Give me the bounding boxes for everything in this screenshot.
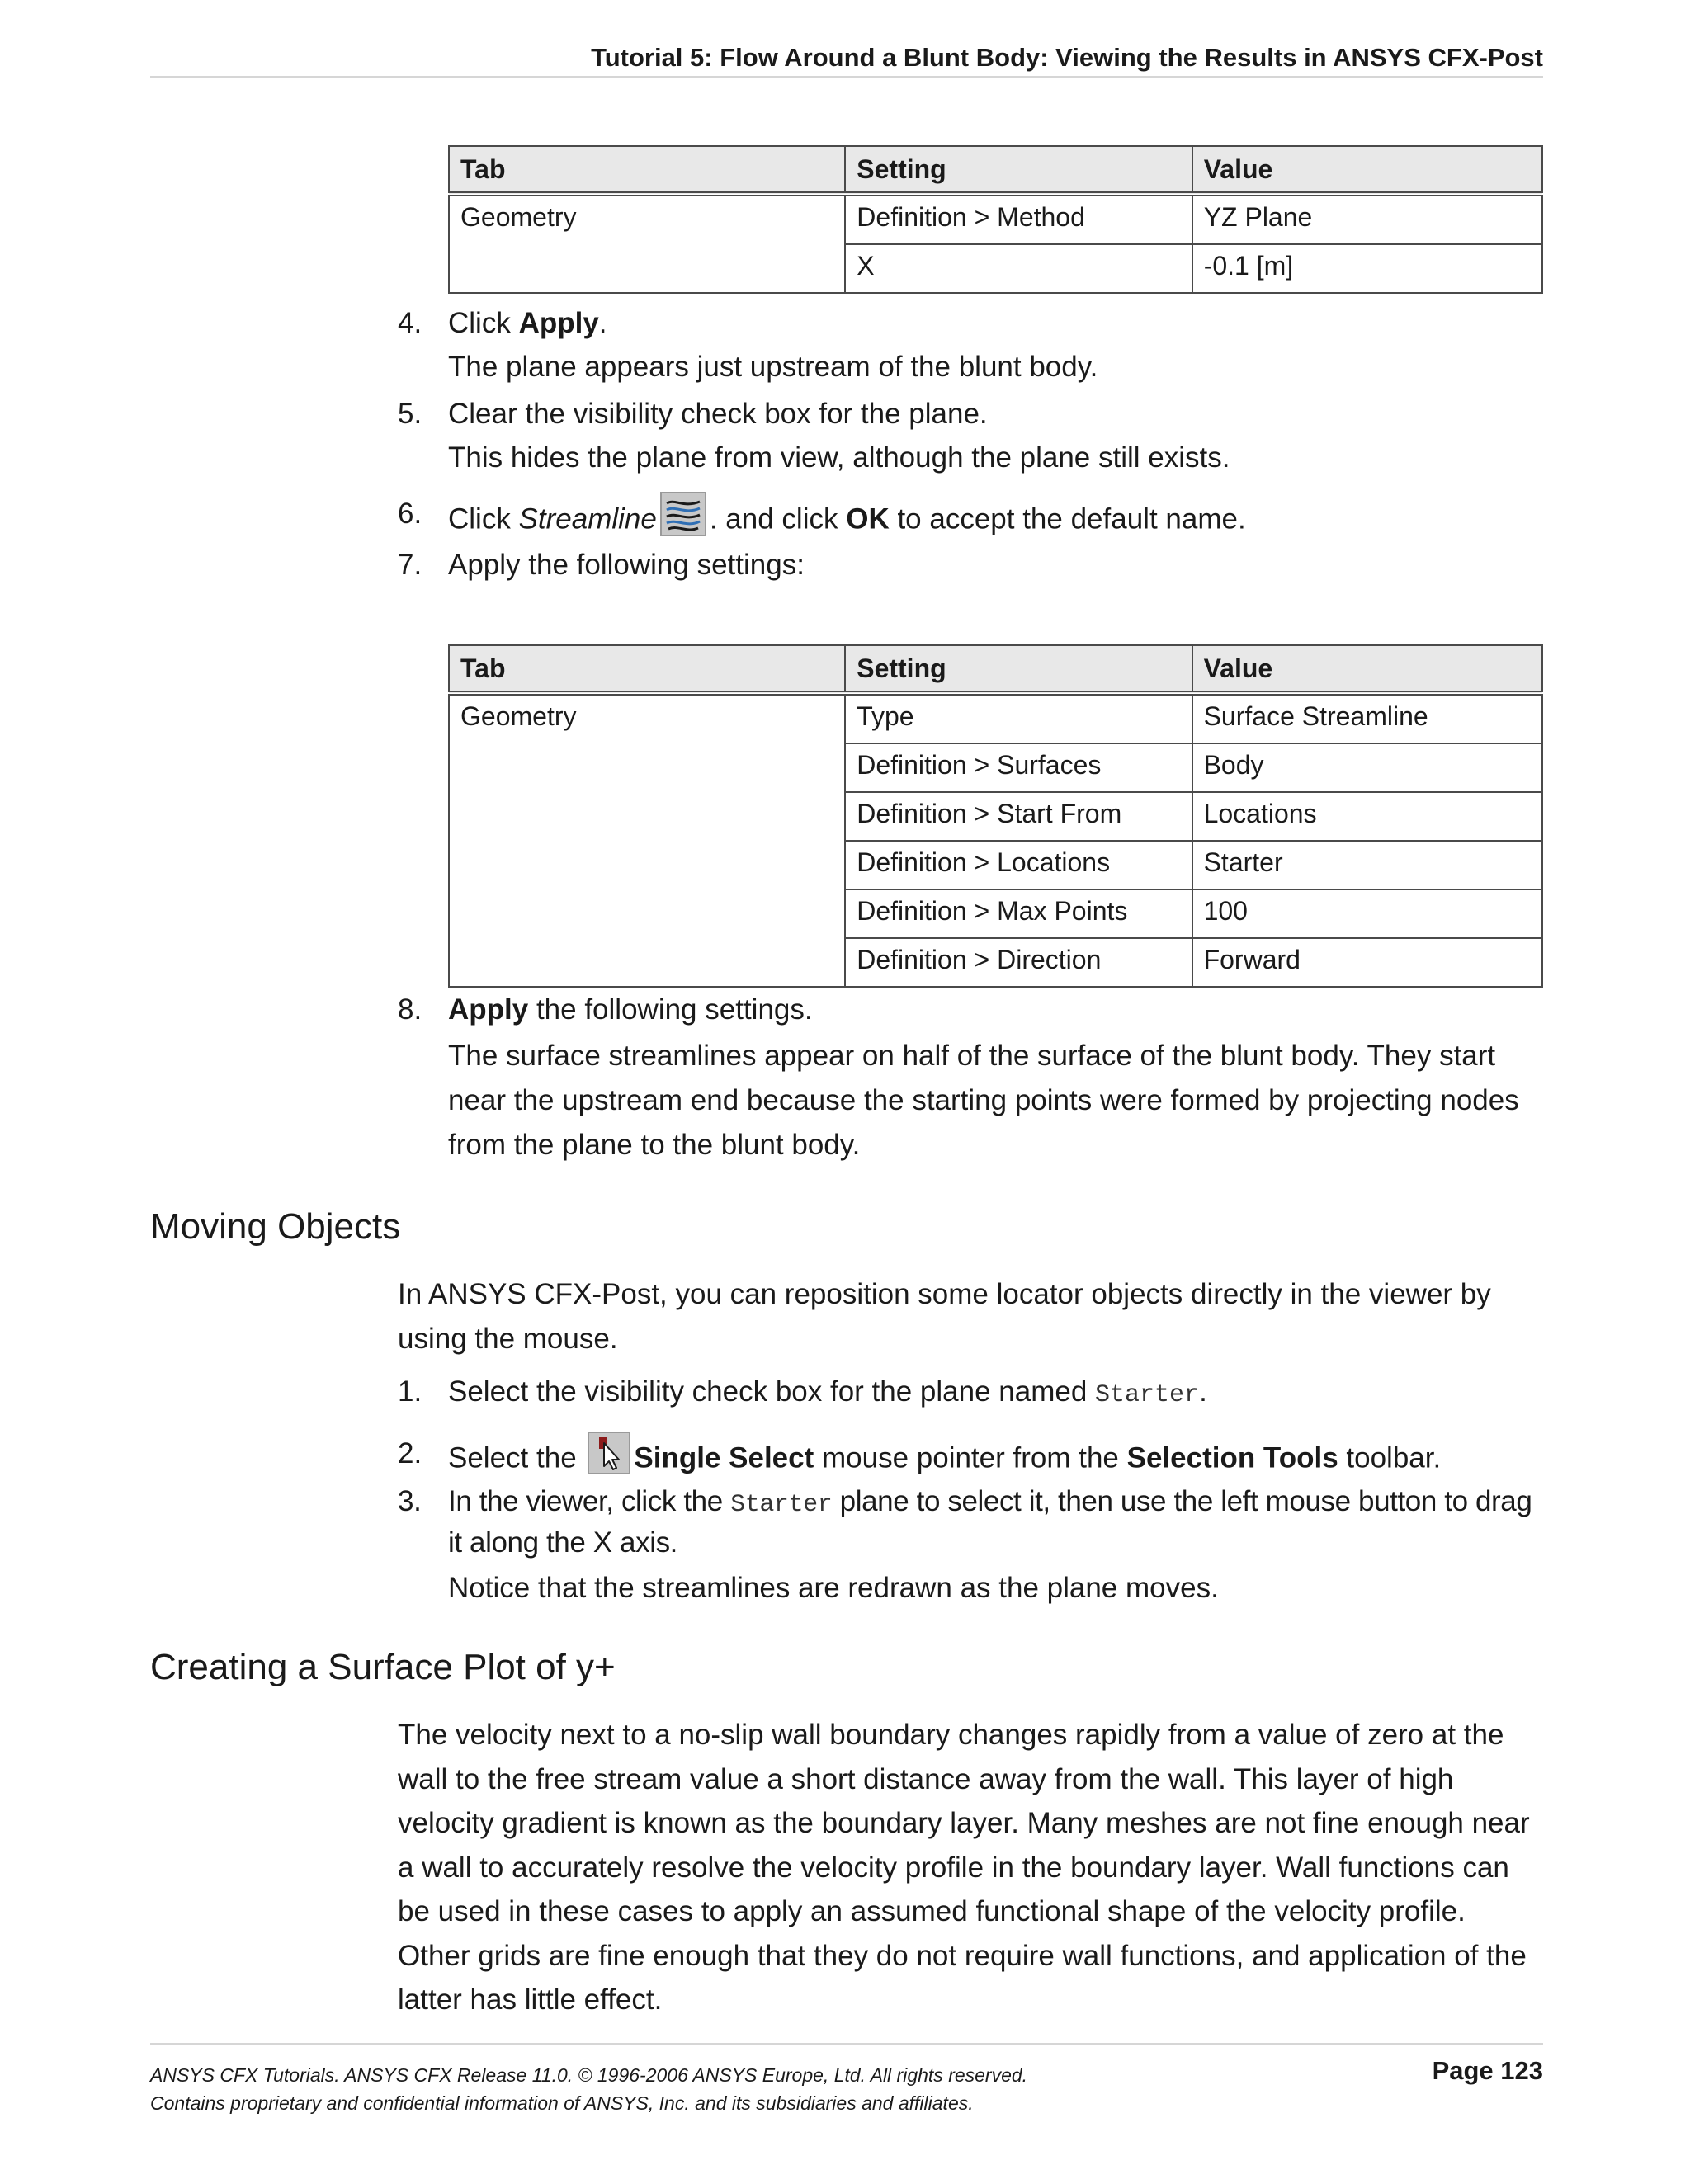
- step-text: In the viewer, click the: [448, 1485, 731, 1517]
- step-text: Click: [448, 502, 519, 535]
- column-header: Value: [1192, 645, 1542, 693]
- value-cell: YZ Plane: [1192, 194, 1542, 244]
- column-header: Value: [1192, 146, 1542, 194]
- step-number: 2.: [398, 1437, 422, 1469]
- step-text: plane to select it, then use the left mouse button to drag it along the X axis.: [448, 1485, 1532, 1559]
- step-text: Clear the visibility check box for the plane.: [448, 398, 988, 430]
- step-text: Select the visibility check box for the plane named: [448, 1375, 1096, 1408]
- value-cell: Starter: [1192, 841, 1542, 889]
- apply-label: Apply: [518, 307, 599, 339]
- single-select-label: Single Select: [634, 1441, 814, 1474]
- footer-copyright: ANSYS CFX Tutorials. ANSYS CFX Release 11.0. © 1996-2006 ANSYS Europe, Ltd. All rights reserved.: [150, 2064, 1028, 2086]
- value-cell: Locations: [1192, 792, 1542, 841]
- value-cell: Forward: [1192, 938, 1542, 987]
- setting-cell: Definition > Surfaces: [845, 743, 1192, 792]
- code-starter: Starter: [1095, 1381, 1200, 1409]
- step-4-note: The plane appears just upstream of the blunt body.: [448, 351, 1098, 383]
- step-text: .: [1199, 1375, 1207, 1408]
- step-number: 7.: [398, 549, 422, 581]
- step-5-note: This hides the plane from view, although the plane still exists.: [448, 441, 1230, 474]
- step-text: mouse pointer from the: [814, 1441, 1127, 1474]
- section-heading-surface-plot: Creating a Surface Plot of y+: [150, 1647, 616, 1687]
- value-cell: Surface Streamline: [1192, 693, 1542, 743]
- step-text: to accept the default name.: [889, 502, 1246, 535]
- apply-label: Apply: [448, 993, 529, 1026]
- step-number: 3.: [398, 1485, 422, 1517]
- step-number: 6.: [398, 498, 422, 530]
- section-heading-moving-objects: Moving Objects: [150, 1206, 401, 1247]
- value-cell: 100: [1192, 889, 1542, 938]
- setting-cell: Type: [845, 693, 1192, 743]
- step-text: Select the: [448, 1441, 585, 1474]
- footer-confidential: Contains proprietary and confidential information of ANSYS, Inc. and its subsidiaries and affiliates.: [150, 2092, 974, 2114]
- surface-plot-body: The velocity next to a no-slip wall boundary changes rapidly from a value of zero at the wall to the free stream value a short distance away from the wall. This layer of high velocity gradient is known as the boundary layer. Many meshes are not fine enough near a wall to accurately resolve the velocity profile in the boundary layer. Wall functions can be used in these cases to apply an assumed functional shape of the velocity profile. Other grids are fine enough that they do not require wall functions, and application of the latter has little effect.: [398, 1719, 1530, 2016]
- single-select-icon: [588, 1432, 630, 1488]
- page-footer: [150, 2043, 1543, 2114]
- setting-cell: Definition > Locations: [845, 841, 1192, 889]
- step-text: Apply the following settings:: [448, 549, 805, 581]
- step-number: 8.: [398, 993, 422, 1026]
- setting-cell: Definition > Start From: [845, 792, 1192, 841]
- step-text: the following settings.: [528, 993, 813, 1026]
- setting-cell: Definition > Method: [845, 194, 1192, 244]
- value-cell: Body: [1192, 743, 1542, 792]
- step-text: .: [598, 307, 607, 339]
- table-row: [449, 194, 1542, 244]
- step-text: Click: [448, 307, 519, 339]
- moving-objects-intro: In ANSYS CFX-Post, you can reposition some locator objects directly in the viewer by using the mouse.: [398, 1278, 1491, 1355]
- settings-table-streamline: [448, 644, 1543, 988]
- column-header: Tab: [449, 645, 845, 693]
- column-header: Setting: [845, 146, 1192, 194]
- step-text: . and click: [709, 502, 847, 535]
- setting-cell: Definition > Direction: [845, 938, 1192, 987]
- step-number: 1.: [398, 1375, 422, 1408]
- column-header: Setting: [845, 645, 1192, 693]
- step-number: 4.: [398, 307, 422, 339]
- step-number: 5.: [398, 398, 422, 430]
- ok-label: OK: [846, 502, 890, 535]
- header-title: Tutorial 5: Flow Around a Blunt Body: Viewing the Results in ANSYS CFX-Post: [591, 43, 1543, 72]
- streamline-icon: [660, 492, 706, 550]
- settings-table-plane: [448, 145, 1543, 294]
- tab-cell: Geometry: [449, 693, 845, 987]
- setting-cell: Definition > Max Points: [845, 889, 1192, 938]
- tab-cell: Geometry: [449, 194, 845, 293]
- selection-tools-label: Selection Tools: [1126, 1441, 1338, 1474]
- streamline-label: Streamline: [518, 502, 657, 535]
- value-cell: -0.1 [m]: [1192, 244, 1542, 293]
- setting-cell: X: [845, 244, 1192, 293]
- code-starter: Starter: [730, 1491, 833, 1519]
- table-row: [449, 693, 1542, 743]
- page-number: Page 123: [1432, 2056, 1543, 2085]
- page-header: [150, 43, 1543, 78]
- step-8-note: The surface streamlines appear on half of the surface of the blunt body. They start near the upstream end because the starting points were formed by projecting nodes from the plane to the blunt body.: [448, 1040, 1519, 1161]
- column-header: Tab: [449, 146, 845, 194]
- step-text: toolbar.: [1338, 1441, 1442, 1474]
- moving-step-3-note: Notice that the streamlines are redrawn as the plane moves.: [448, 1572, 1219, 1604]
